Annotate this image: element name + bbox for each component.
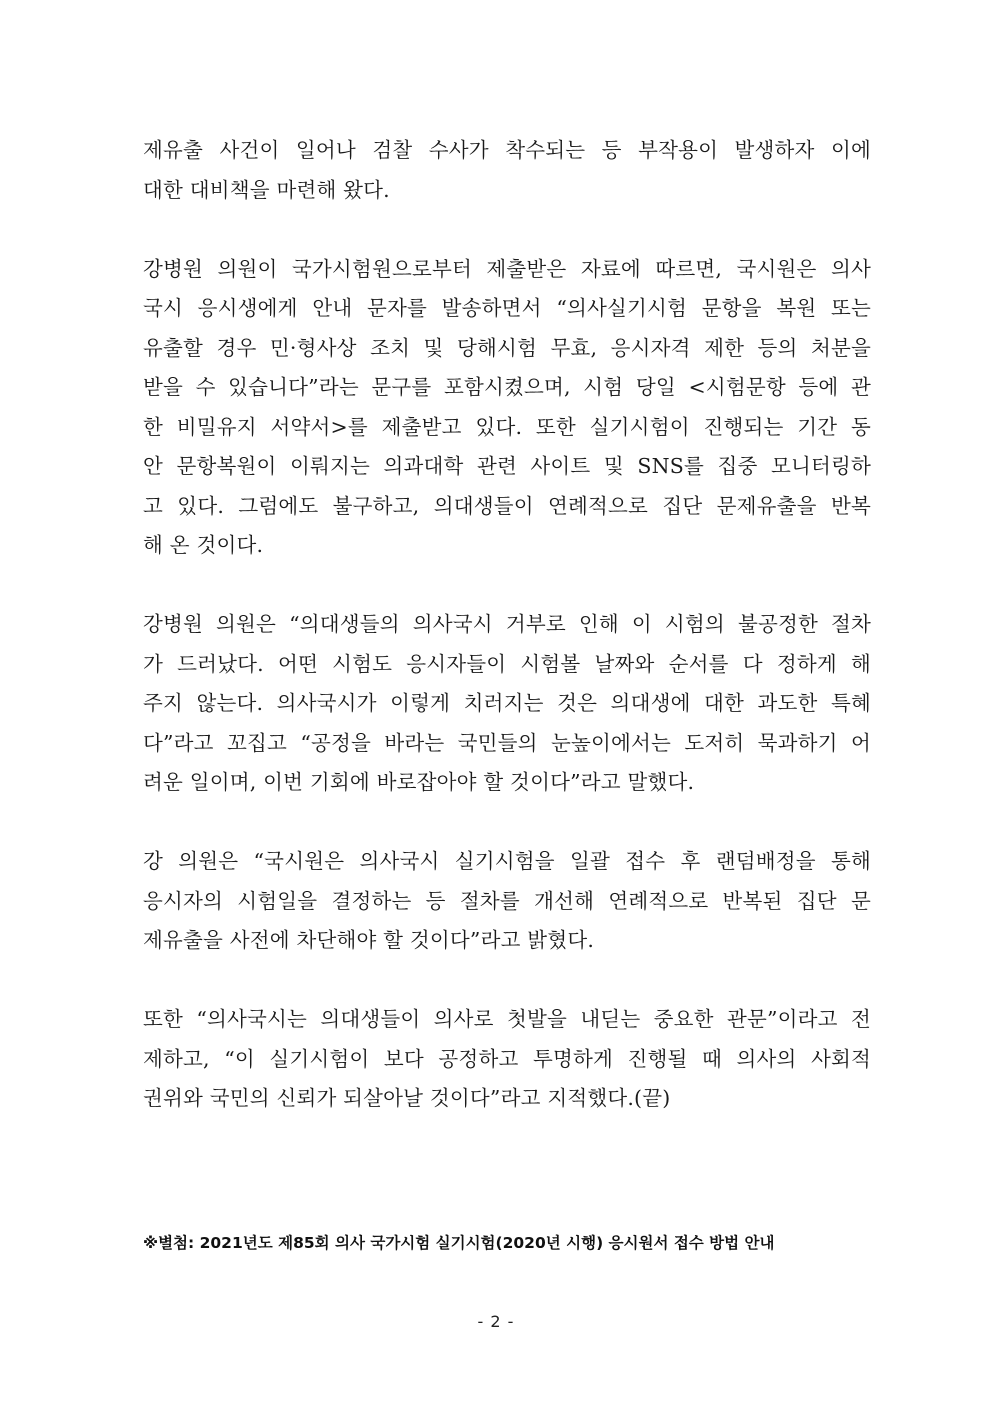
text-line: 강병원 의원은 “의대생들의 의사국시 거부로 인해 이 시험의 불공정한 절차 <box>143 612 871 636</box>
text-line: 주지 않는다. 의사국시가 이렇게 치러지는 것은 의대생에 대한 과도한 특혜 <box>143 691 871 715</box>
text-line: 대한 대비책을 마련해 왔다. <box>143 177 390 202</box>
text-line: 유출할 경우 민·형사상 조치 및 당해시험 무효, 응시자격 제한 등의 처분을 <box>143 335 871 360</box>
page-number: - 2 - <box>477 1312 515 1331</box>
text-line: 고 있다. 그럼에도 불구하고, 의대생들이 연례적으로 집단 문제유출을 반복 <box>143 493 871 518</box>
paragraph-2 <box>143 250 871 566</box>
text-line: 국시 응시생에게 안내 문자를 발송하면서 “의사실기시험 문항을 복원 또는 <box>143 296 871 320</box>
text-line: 해 온 것이다. <box>143 533 264 557</box>
text-line: 한 비밀유지 서약서>를 제출받고 있다. 또한 실기시험이 진행되는 기간 동 <box>143 414 871 439</box>
paragraph-4 <box>143 842 871 961</box>
body-text <box>143 131 871 1119</box>
paragraph-gap <box>143 961 871 1001</box>
text-line: 안 문항복원이 이뤄지는 의과대학 관련 사이트 및 SNS를 집중 모니터링하 <box>143 454 871 478</box>
text-line: 려운 일이며, 이번 기회에 바로잡아야 할 것이다”라고 말했다. <box>143 770 695 794</box>
paragraph-3 <box>143 605 871 803</box>
paragraph-gap <box>143 803 871 843</box>
text-line: 제유출을 사전에 차단해야 할 것이다”라고 밝혔다. <box>143 928 595 952</box>
paragraph-5 <box>143 1000 871 1119</box>
text-line: 제하고, “이 실기시험이 보다 공정하고 투명하게 진행될 때 의사의 사회적 <box>143 1046 871 1071</box>
text-line: 강병원 의원이 국가시험원으로부터 제출받은 자료에 따르면, 국시원은 의사 <box>143 256 871 281</box>
text-line: 제유출 사건이 일어나 검찰 수사가 착수되는 등 부작용이 발생하자 이에 <box>143 138 871 162</box>
paragraph-gap <box>143 210 871 250</box>
text-line: 또한 “의사국시는 의대생들이 의사로 첫발을 내딛는 중요한 관문”이라고 전 <box>143 1007 871 1031</box>
paragraph-gap <box>143 566 871 606</box>
text-line: 강 의원은 “국시원은 의사국시 실기시험을 일괄 접수 후 랜덤배정을 통해 <box>143 849 871 873</box>
paragraph-1 <box>143 131 871 210</box>
text-line: 가 드러났다. 어떤 시험도 응시자들이 시험볼 날짜와 순서를 다 정하게 해 <box>143 651 871 676</box>
text-line: 다”라고 꼬집고 “공정을 바라는 국민들의 눈높이에서는 도저히 묵과하기 어 <box>143 730 871 755</box>
attachment-note: ※별첨: 2021년도 제85회 의사 국가시험 실기시험(2020년 시행) 응시원서 접수 방법 안내 <box>143 1234 775 1252</box>
text-line: 응시자의 시험일을 결정하는 등 절차를 개선해 연례적으로 반복된 집단 문 <box>143 888 871 913</box>
text-line: 받을 수 있습니다”라는 문구를 포함시켰으며, 시험 당일 <시험문항 등에 관 <box>143 375 871 399</box>
text-line: 권위와 국민의 신뢰가 되살아날 것이다”라고 지적했다.(끝) <box>143 1086 671 1110</box>
